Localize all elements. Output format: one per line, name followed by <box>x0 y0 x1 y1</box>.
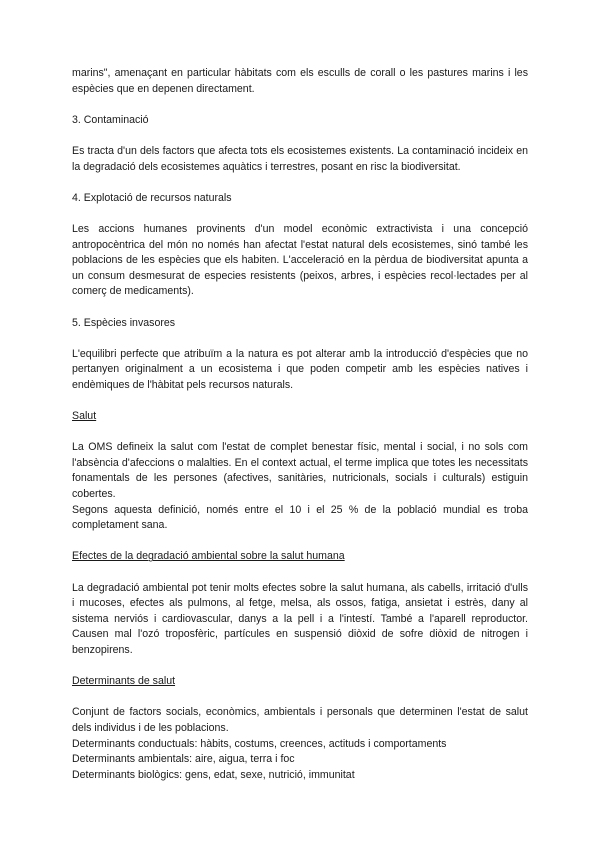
paragraph-efectes: La degradació ambiental pot tenir molts efectes sobre la salut humana, als cabells, irritació d'ulls i mucoses, efectes als pulmons, al fetge, melsa, als ossos, fatiga, ansietat i estrès, dany al sistema nerviós i cardiovascular, danys a la pell i a l'intestí. També a l'aparell reproductor. Causen mal l'ozó troposfèric, partícules en suspensió diòxid de sofre diòxid de nitrogen i benzopirens. <box>72 581 528 656</box>
paragraph-contaminacio: Es tracta d'un dels factors que afecta tots els ecosistemes existents. La contaminació incideix en la degradació dels ecosistemes aquàtics i terrestres, posant en risc la biodiversitat. <box>72 144 528 173</box>
determinants-biologics: Determinants biològics: gens, edat, sexe, nutrició, immunitat <box>72 768 355 781</box>
document-page <box>72 66 528 783</box>
determinants-conductuals: Determinants conductuals: hàbits, costums, creences, actituds i comportaments <box>72 737 447 750</box>
heading-salut: Salut <box>72 410 97 423</box>
paragraph-explotacio: Les accions humanes provinents d'un model econòmic extractivista i una concepció antropocèntrica del món no només han afectat l'estat natural dels ecosistemes, sinó també les poblacions de les espècies que els habiten. L'acceleració en la pèrdua de biodiversitat apunta a un consum desmesurat de especies resistents (peixos, arbres, i espècies recol·lectades per al comerç de medicaments). <box>72 222 528 298</box>
heading-efectes: Efectes de la degradació ambiental sobre la salut humana <box>72 550 345 563</box>
paragraph-salut-definicio: La OMS defineix la salut com l'estat de complet benestar físic, mental i social, i no sols com l'absència d'afeccions o malalties. En el context actual, el terme implica que totes les necessitats fonamentals de les persones (afectives, sanitàries, nutricionals, socials i culturals) estiguin cobertes. <box>72 441 528 501</box>
determinants-ambientals: Determinants ambientals: aire, aigua, terra i foc <box>72 753 295 766</box>
heading-contaminacio: 3. Contaminació <box>72 113 149 126</box>
paragraph-determinants-definicio: Conjunt de factors socials, econòmics, ambientals i personals que determinen l'estat de salut dels individus i de les poblacions. <box>72 706 528 734</box>
heading-especies-invasores: 5. Espècies invasores <box>72 316 176 329</box>
heading-determinants: Determinants de salut <box>72 675 176 688</box>
paragraph-salut-percentatge: Segons aquesta definició, només entre el 10 i el 25 % de la població mundial es troba completament sana. <box>72 503 528 532</box>
paragraph-intro: marins", amenaçant en particular hàbitats com els esculls de corall o les pastures marins i les espècies que en depenen directament. <box>72 67 528 95</box>
paragraph-especies-invasores: L'equilibri perfecte que atribuïm a la natura es pot alterar amb la introducció d'espècies que no pertanyen originalment a un ecosistema i que poden competir amb les espècies natives i endèmiques de l'hàbitat pels recursos naturals. <box>72 347 528 391</box>
heading-explotacio: 4. Explotació de recursos naturals <box>72 191 232 204</box>
